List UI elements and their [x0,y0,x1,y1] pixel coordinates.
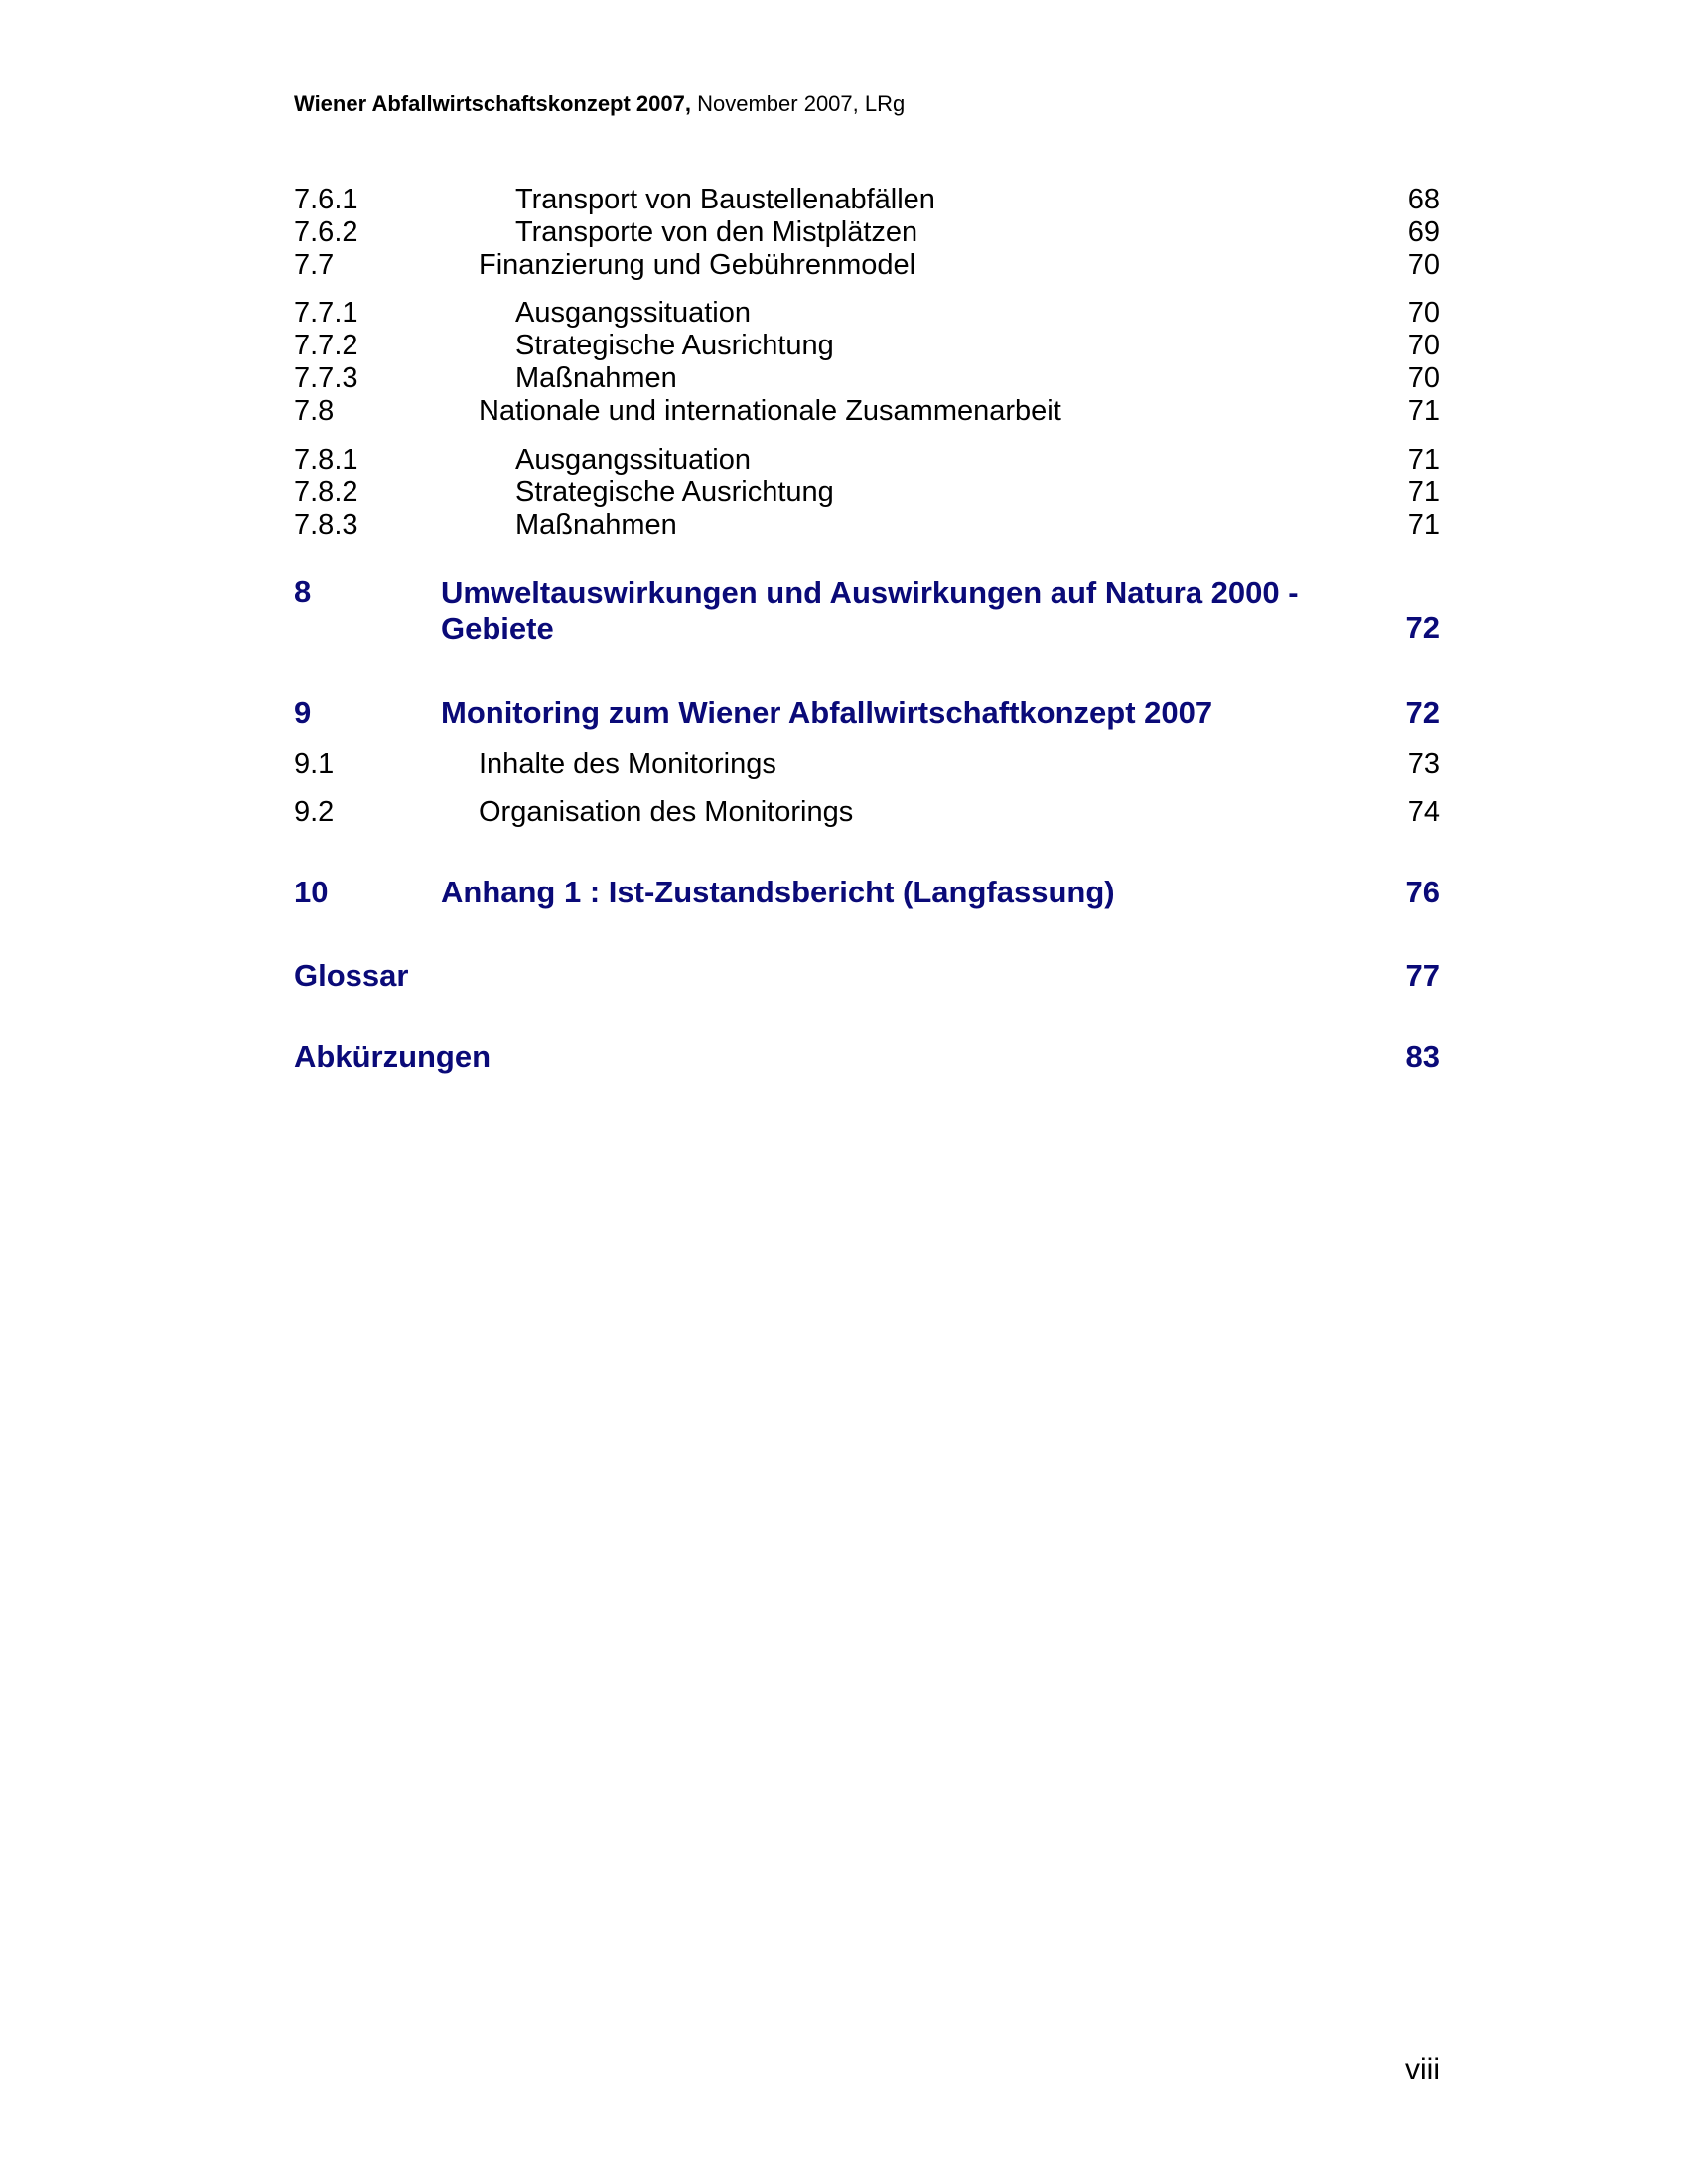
toc-title: Ausgangssituation [515,444,751,476]
toc-page: 70 [1407,362,1440,394]
toc-page: 71 [1407,444,1440,476]
toc-number: 7.6.1 [294,184,358,215]
toc-page: 70 [1407,249,1440,281]
toc-title: Inhalte des Monitorings [479,749,776,780]
toc-entry[interactable] [294,507,1440,543]
toc-chapter-abkuerzungen[interactable] [294,1039,1440,1075]
toc-number: 7.7.1 [294,297,358,329]
toc-title: Transporte von den Mistplätzen [515,216,918,248]
toc-title: Anhang 1 : Ist-Zustandsbericht (Langfassung) [441,875,1115,909]
toc-entry[interactable] [294,295,1440,331]
toc-title: Transport von Baustellenabfällen [515,184,935,215]
toc-entry[interactable] [294,442,1440,478]
toc-title: Maßnahmen [515,509,677,541]
toc-page: 70 [1407,297,1440,329]
toc-entry[interactable] [294,360,1440,396]
toc-page: 70 [1407,330,1440,361]
toc-number: 9.1 [294,749,335,780]
toc-entry[interactable] [294,794,1440,830]
toc-number: 7.7.2 [294,330,358,361]
toc-page: 69 [1407,216,1440,248]
toc-title: Organisation des Monitorings [479,796,854,828]
toc-page: 68 [1407,184,1440,215]
toc-title: Monitoring zum Wiener Abfallwirtschaftkonzept 2007 [441,695,1213,730]
toc-page: 83 [1405,1039,1440,1074]
toc-number: 7.8.1 [294,444,358,476]
toc-number: 8 [294,574,312,609]
toc-number: 7.8.3 [294,509,358,541]
toc-title: Strategische Ausrichtung [515,330,834,361]
toc-page: 71 [1407,509,1440,541]
header-meta: November 2007, LRg [691,91,906,116]
toc-entry[interactable] [294,182,1440,217]
running-header [294,91,905,117]
toc-page: 71 [1407,395,1440,427]
toc-title: Nationale und internationale Zusammenarbeit [479,395,1061,427]
toc-chapter[interactable] [294,695,1440,731]
toc-page: 71 [1407,477,1440,508]
toc-number: 7.7.3 [294,362,358,394]
toc-chapter-glossar[interactable] [294,958,1440,994]
toc-title: Umweltauswirkungen und Auswirkungen auf Natura 2000 - Gebiete [441,575,1299,646]
toc-page: 72 [1405,611,1440,645]
toc-page: 72 [1405,695,1440,730]
toc-entry[interactable] [294,247,1440,283]
toc-entry[interactable] [294,214,1440,250]
page-number: viii [1405,2053,1440,2086]
toc-title: Finanzierung und Gebührenmodel [479,249,916,281]
toc-title: Ausgangssituation [515,297,751,329]
toc-entry[interactable] [294,393,1440,429]
toc-entry[interactable] [294,475,1440,510]
toc-page: 77 [1405,958,1440,993]
toc-page: 76 [1405,875,1440,909]
toc-title: Strategische Ausrichtung [515,477,834,508]
toc-page: 74 [1407,796,1440,828]
toc-number: 7.8.2 [294,477,358,508]
toc-number: 7.8 [294,395,335,427]
toc-number: 10 [294,875,329,909]
toc-number: 9.2 [294,796,335,828]
toc-title: Maßnahmen [515,362,677,394]
toc-number: Abkürzungen [294,1039,492,1074]
toc-chapter[interactable] [294,574,1440,649]
toc-number: Glossar [294,958,409,993]
header-title: Wiener Abfallwirtschaftskonzept 2007, [294,91,691,116]
toc-entry[interactable] [294,328,1440,363]
toc-number: 9 [294,695,312,730]
toc-entry[interactable] [294,747,1440,782]
toc-page: 73 [1407,749,1440,780]
toc-chapter[interactable] [294,875,1440,910]
toc-number: 7.7 [294,249,335,281]
toc-number: 7.6.2 [294,216,358,248]
